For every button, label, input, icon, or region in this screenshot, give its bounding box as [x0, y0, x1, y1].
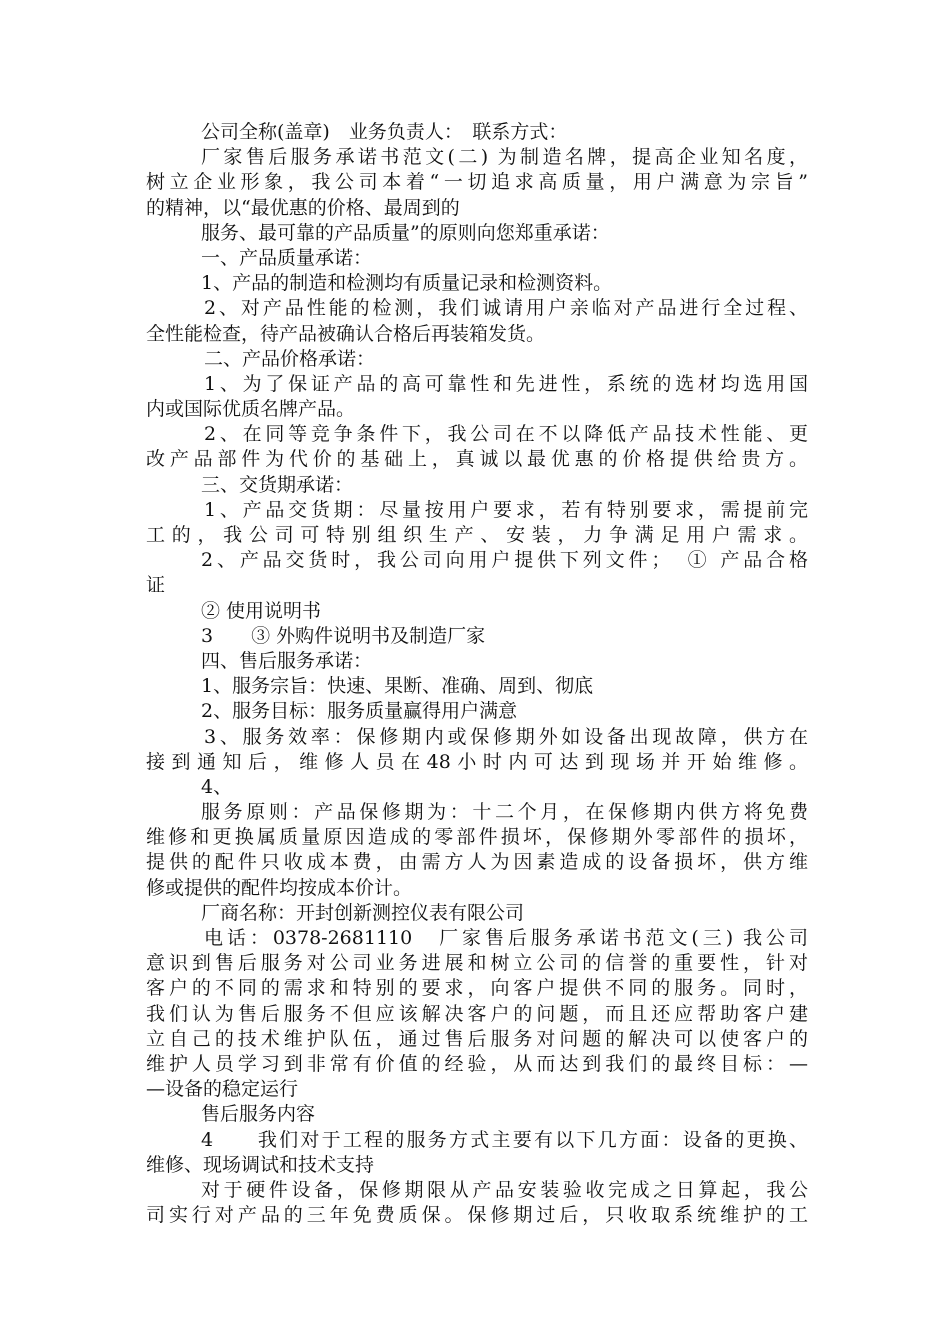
text-line: 四、售后服务承诺： [201, 649, 373, 672]
text-line: 厂商名称：开封创新测控仪表有限公司 [201, 901, 525, 924]
text-line: 全性能检查，待产品被确认合格后再装箱发货。 [146, 322, 546, 345]
text-line: 2、在同等竞争条件下，我公司在不以降低产品技术性能、更 [204, 423, 808, 446]
text-line: 改产品部件为代价的基础上，真诚以最优惠的价格提供给贵方。 [146, 448, 808, 471]
text-line: 一、产品质量承诺： [201, 246, 373, 269]
text-line: 服务原则：产品保修期为：十二个月，在保修期内供方将免费 [201, 801, 808, 824]
text-line: 1、产品的制造和检测均有质量记录和检测资料。 [201, 272, 613, 295]
text-line: 2、对产品性能的检测，我们诚请用户亲临对产品进行全过程、 [204, 297, 808, 320]
text-line: ② 使用说明书 [201, 599, 322, 622]
text-line: 3、服务效率：保修期内或保修期外如设备出现故障，供方在 [204, 725, 808, 748]
text-line: 2、服务目标：服务质量赢得用户满意 [201, 700, 518, 723]
text-line: 4、 [201, 775, 233, 798]
text-line: 维修和更换属质量原因造成的零部件损坏，保修期外零部件的损坏， [146, 826, 808, 849]
text-line: 1、服务宗旨：快速、果断、准确、周到、彻底 [201, 675, 594, 698]
text-line: 维护人员学习到非常有价值的经验，从而达到我们的最终目标：— [146, 1052, 808, 1075]
text-line: 司实行对产品的三年免费质保。保修期过后，只收取系统维护的工 [146, 1204, 808, 1227]
text-line: 4 我们对于工程的服务方式主要有以下几方面：设备的更换、 [201, 1128, 808, 1151]
text-line: 修或提供的配件均按成本价计。 [146, 876, 413, 899]
text-line: 电话：0378-2681110 厂家售后服务承诺书范文(三) 我公司 [204, 927, 808, 949]
text-line: 树立企业形象，我公司本着“一切追求高质量，用户满意为宗旨” [146, 171, 808, 194]
text-line: 厂家售后服务承诺书范文(二) 为制造名牌，提高企业知名度， [201, 146, 808, 169]
text-line: 服务、最可靠的产品质量”的原则向您郑重承诺： [201, 221, 610, 244]
text-line: 售后服务内容 [201, 1103, 316, 1126]
text-line: 的精神，以“最优惠的价格、最周到的 [146, 196, 460, 219]
text-line: 提供的配件只收成本费，由需方人为因素造成的设备损坏，供方维 [146, 851, 808, 874]
text-line: 3 ③ 外购件说明书及制造厂家 [201, 624, 486, 647]
text-line: —设备的稳定运行 [146, 1078, 299, 1101]
document-body [146, 120, 808, 1228]
text-line: 1、为了保证产品的高可靠性和先进性，系统的选材均选用国 [204, 372, 808, 395]
text-line: 客户的不同的需求和特别的要求，向客户提供不同的服务。同时， [146, 977, 808, 1000]
text-line: 工的，我公司可特别组织生产、安装，力争满足用户需求。 [146, 524, 808, 546]
text-line: 内或国际优质名牌产品。 [146, 398, 356, 421]
text-line: 维修、现场调试和技术支持 [146, 1153, 375, 1176]
text-line: 意识到售后服务对公司业务进展和树立公司的信誉的重要性，针对 [146, 952, 808, 975]
text-line: 公司全称(盖章) 业务负责人： 联系方式： [201, 121, 568, 143]
text-line: 证 [146, 574, 166, 597]
text-line: 2、产品交货时，我公司向用户提供下列文件； ① 产品合格 [201, 549, 808, 572]
text-line: 接到通知后，维修人员在48小时内可达到现场并开始维修。 [146, 750, 808, 773]
text-line: 三、交货期承诺： [201, 473, 354, 496]
text-line: 二、产品价格承诺： [204, 347, 376, 370]
text-line: 立自己的技术维护队伍，通过售后服务对问题的解决可以使客户的 [146, 1027, 808, 1050]
text-line: 我们认为售后服务不但应该解决客户的问题，而且还应帮助客户建 [146, 1002, 808, 1025]
text-line: 对于硬件设备，保修期限从产品安装验收完成之日算起，我公 [201, 1178, 808, 1201]
text-line: 1、产品交货期：尽量按用户要求，若有特别要求，需提前完 [204, 498, 808, 521]
